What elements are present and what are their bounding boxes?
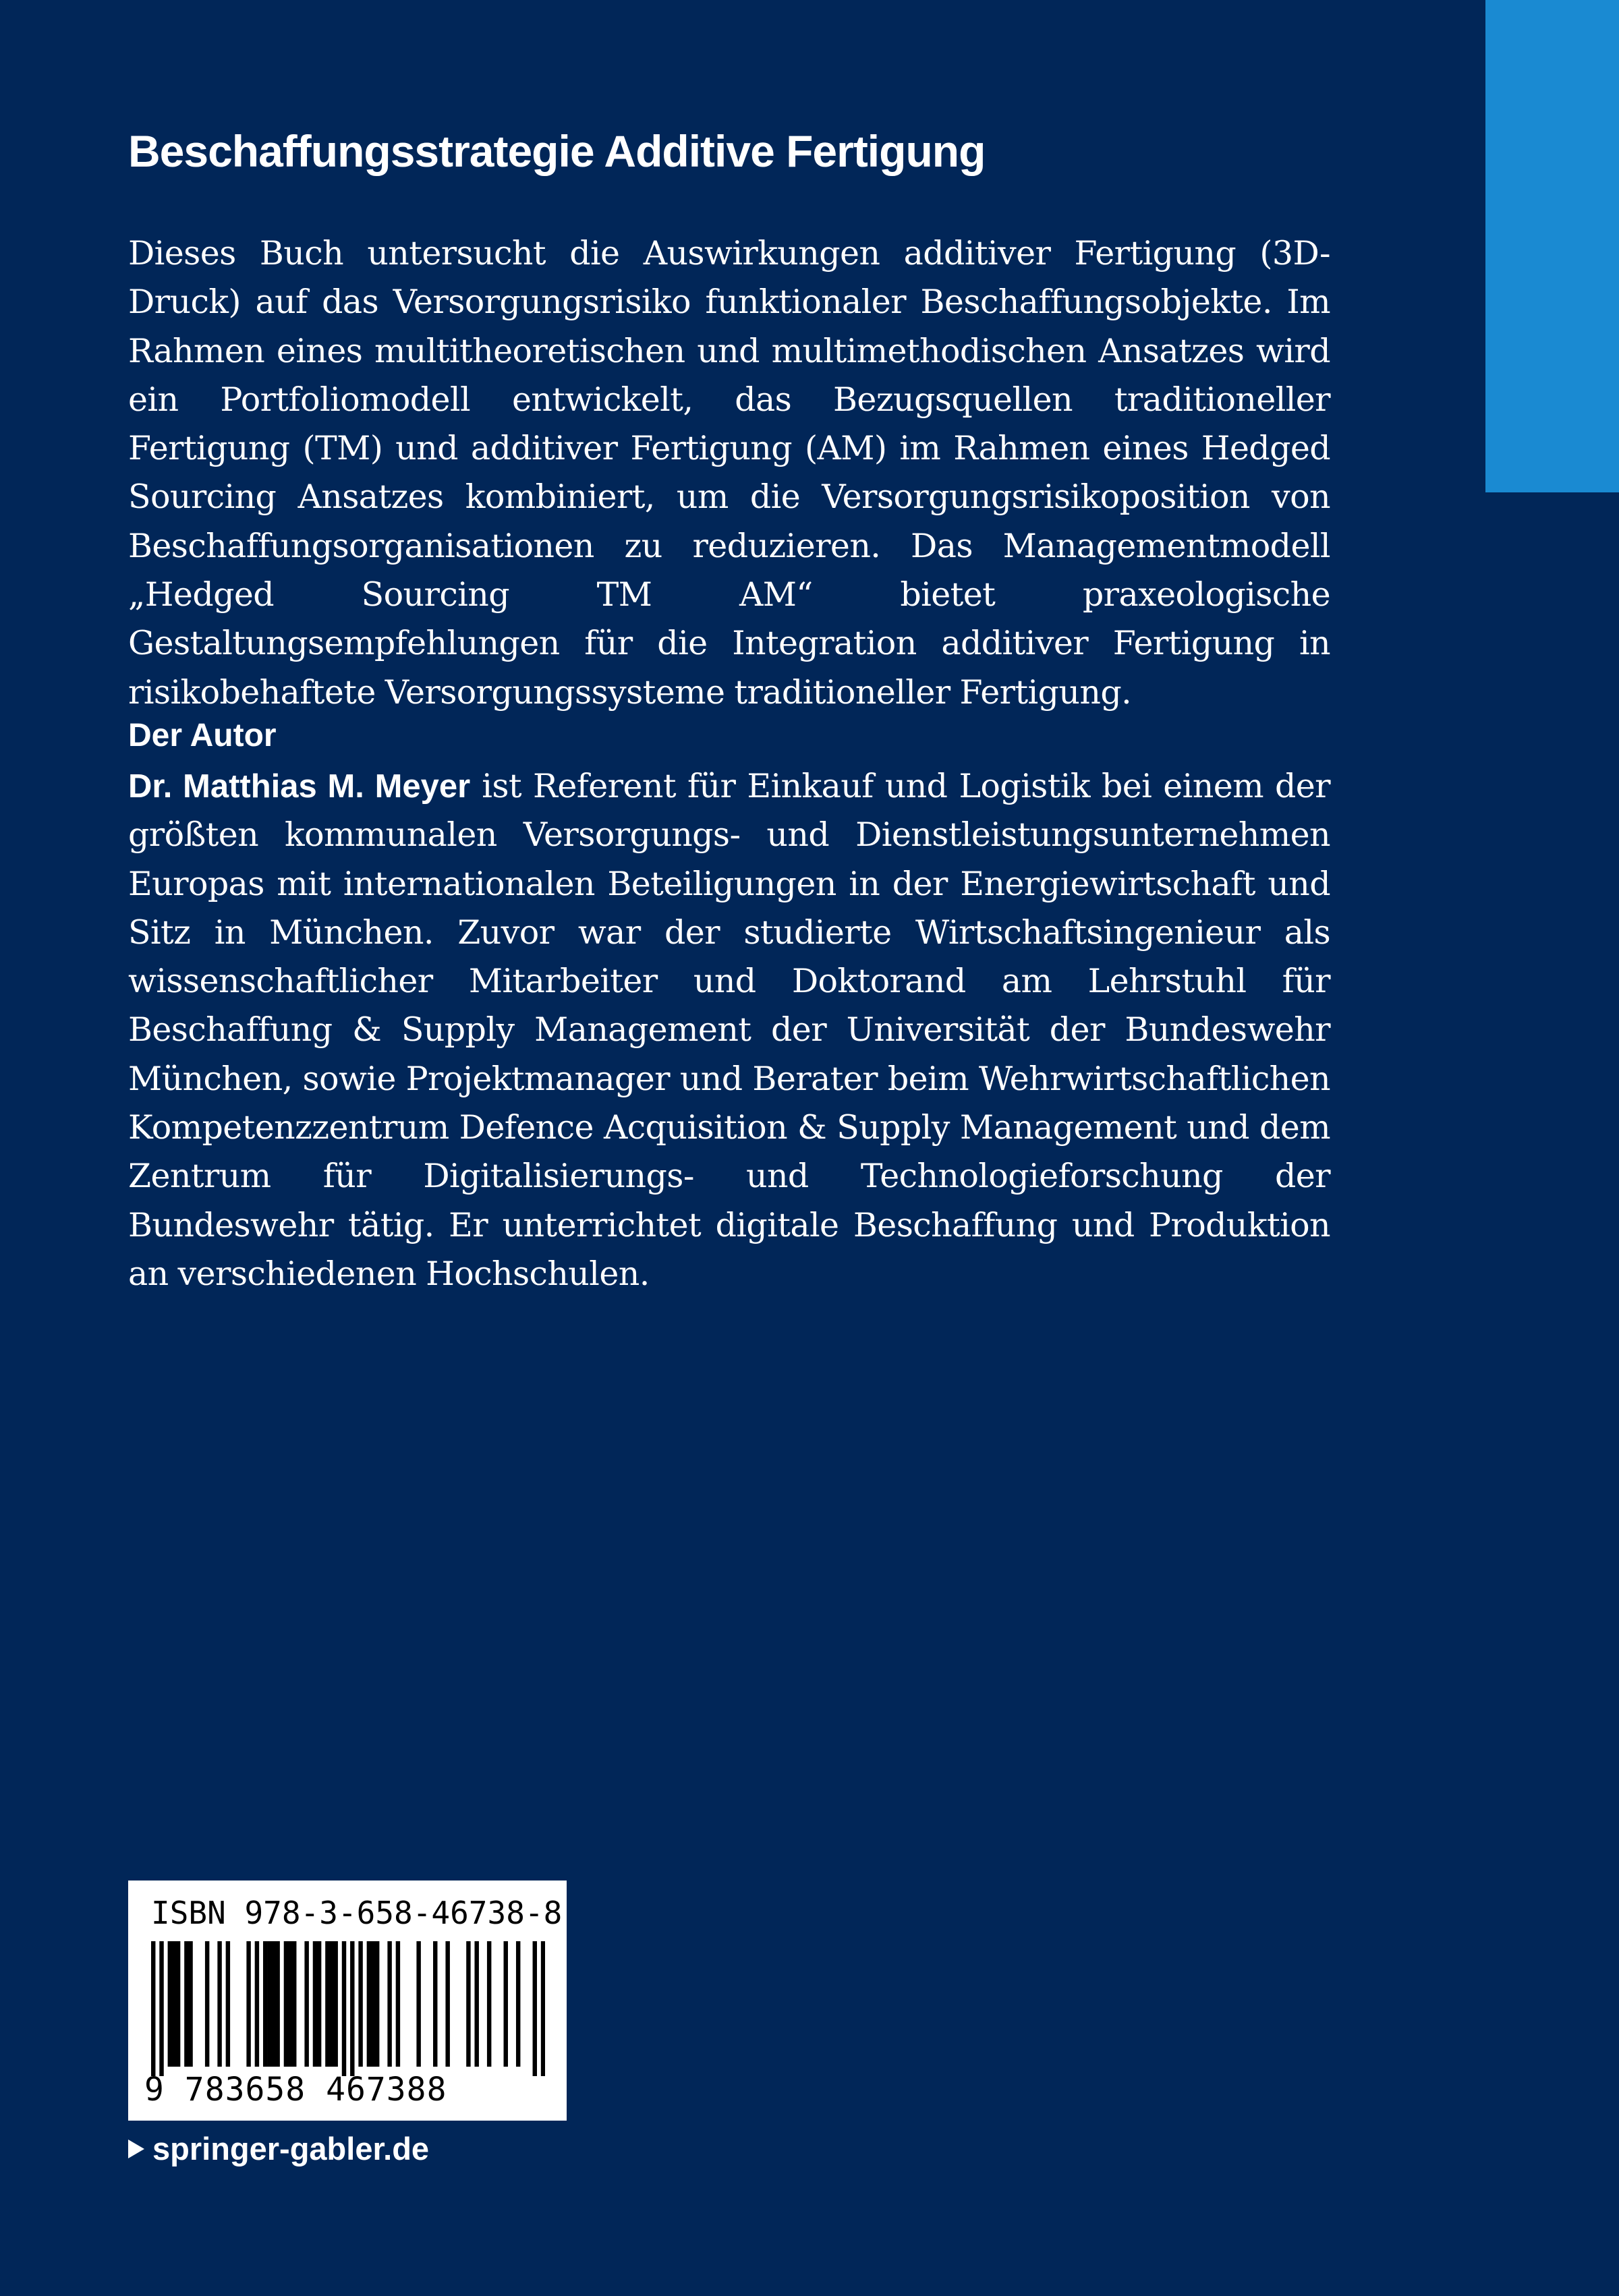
barcode-digits: 9 783658 467388 xyxy=(144,2071,447,2108)
barcode-bar xyxy=(217,1941,221,2067)
author-bio-text: ist Referent für Einkauf und Logistik bei einem der größten kommunalen Versorgungs- und Dienstleistungsunternehmen Europas mit internationalen Beteiligungen in der Energiewirtschaft und Sitz in München. Zuvor war der studierte Wirtschaftsingenieur als wissenschaftlicher Mitarbeiter und Doktorand am Lehrstuhl für Beschaffung & Supply Management der Universität der Bundeswehr München, sowie Projektmanager und Berater beim Wehrwirtschaftlichen Kompetenzzentrum Defence Acquisition & Supply Management und dem Zentrum für Digitalisierungs- und Technologieforschung der Bundeswehr tätig. Er unterrichtet digitale Beschaffung und Produktion an verschiedenen Hochschulen. xyxy=(128,767,1330,1293)
barcode-bar xyxy=(188,1941,192,2067)
barcode-bar xyxy=(474,1941,478,2067)
barcode-bar xyxy=(396,1941,400,2067)
isbn-barcode-box xyxy=(128,1881,567,2121)
author-bio xyxy=(128,762,1330,1298)
barcode-bar xyxy=(288,1941,292,2067)
barcode-bar xyxy=(487,1941,491,2067)
barcode-bar xyxy=(445,1941,449,2067)
barcode-bar xyxy=(275,1941,279,2067)
barcode-icon xyxy=(151,1941,545,2076)
accent-bar xyxy=(1485,0,1619,492)
barcode-bar xyxy=(541,1941,545,2076)
barcode-bar xyxy=(367,1941,371,2067)
barcode-bar xyxy=(313,1941,317,2067)
barcode-bar xyxy=(317,1941,321,2067)
barcode-bar xyxy=(416,1941,420,2067)
barcode-bar xyxy=(255,1941,259,2067)
barcode-bar xyxy=(263,1941,267,2067)
book-summary: Dieses Buch untersucht die Auswirkungen additiver Fertigung (3D-Druck) auf das Versorgungsrisiko funktionaler Beschaffungsobjekte. Im Rahmen eines multitheoretischen und multimethodischen Ansatzes wird ein Portfoliomodell entwickelt, das Bezugsquellen traditioneller Fertigung (TM) und additiver Fertigung (AM) im Rahmen eines Hedged Sourcing Ansatzes kombiniert, um die Versorgungsrisikoposition von Beschaffungsorganisationen zu reduzieren. Das Managementmodell „Hedged Sourcing TM AM“ bietet praxeologische Gestaltungsempfehlungen für die Integration additiver Fertigung in risikobehaftete Versorgungssysteme traditioneller Fertigung. xyxy=(128,234,1330,712)
barcode-bar xyxy=(267,1941,271,2067)
barcode-bar xyxy=(329,1941,333,2067)
barcode-bar xyxy=(358,1941,362,2067)
barcode-bar xyxy=(151,1941,155,2076)
barcode-bar xyxy=(387,1941,391,2067)
author-heading: Der Autor xyxy=(128,718,277,753)
isbn-label: ISBN 978-3-658-46738-8 xyxy=(151,1895,563,1931)
barcode-bar xyxy=(176,1941,180,2067)
publisher-link[interactable] xyxy=(128,2127,429,2171)
barcode-bar xyxy=(325,1941,329,2067)
barcode-bar xyxy=(184,1941,188,2067)
barcode-bar xyxy=(226,1941,230,2067)
barcode-bar xyxy=(466,1941,470,2067)
barcode-bar xyxy=(350,1941,354,2076)
barcode-bar xyxy=(159,1941,163,2076)
barcode-bar xyxy=(284,1941,288,2067)
barcode-bar xyxy=(168,1941,172,2067)
barcode-bar xyxy=(371,1941,375,2067)
barcode-bar xyxy=(292,1941,296,2067)
author-name: Dr. Matthias M. Meyer xyxy=(128,768,471,805)
barcode-bar xyxy=(172,1941,176,2067)
barcode-bar xyxy=(516,1941,520,2067)
barcode-bar xyxy=(504,1941,508,2067)
publisher-url: springer-gabler.de xyxy=(152,2131,430,2166)
barcode-bar xyxy=(533,1941,537,2076)
barcode-bar xyxy=(433,1941,437,2067)
barcode-bar xyxy=(375,1941,379,2067)
barcode-bar xyxy=(205,1941,209,2067)
barcode-bar xyxy=(342,1941,346,2076)
barcode-bar xyxy=(246,1941,250,2067)
barcode-bar xyxy=(333,1941,337,2067)
play-triangle-icon xyxy=(128,2140,144,2158)
book-title: Beschaffungsstrategie Additive Fertigung xyxy=(128,126,986,176)
barcode-bar xyxy=(271,1941,275,2067)
barcode-bar xyxy=(304,1941,308,2067)
